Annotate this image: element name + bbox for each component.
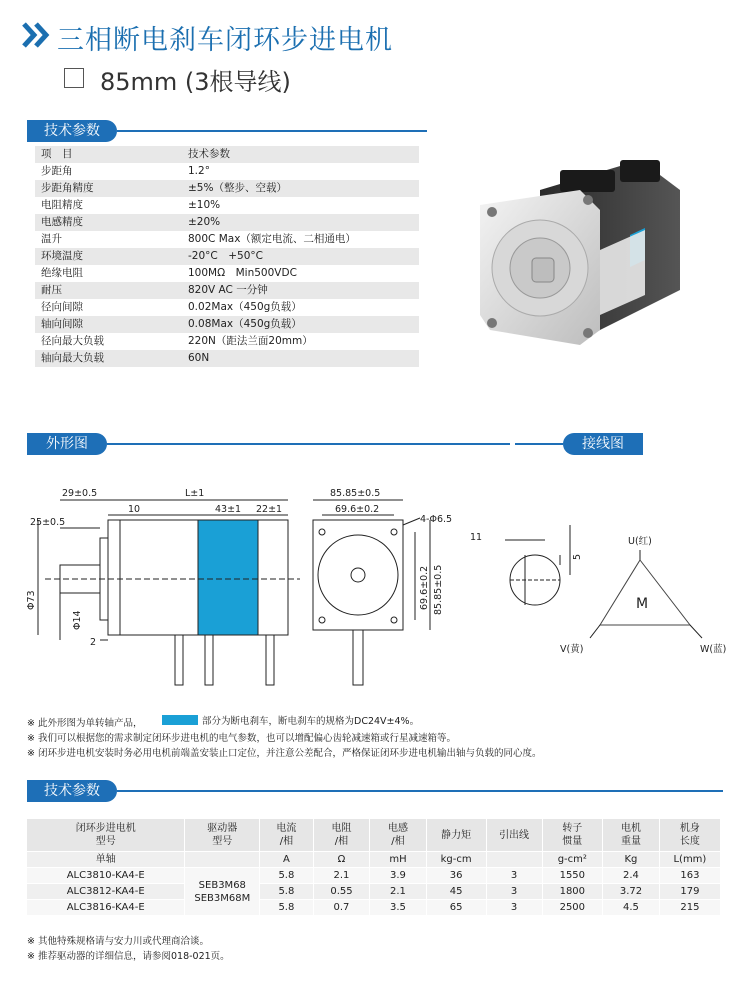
table-cell: 3 [486,884,542,900]
spec-value: 220N（距法兰面20mm） [188,335,313,347]
table-cell: 1550 [542,868,603,884]
spec-item: 步距角精度 [41,182,94,194]
spec-row [35,214,419,231]
section-divider [107,443,510,445]
page-title: 三相断电刹车闭环步进电机 [57,25,393,56]
table-cell: 215 [659,900,720,916]
spec-row [35,231,419,248]
spec-item: 径向最大负载 [41,335,104,347]
spec-row [35,282,419,299]
table-cell: 0.55 [313,884,370,900]
table-cell: 2.1 [370,884,426,900]
wire-u-label: U(红) [628,536,652,547]
spec-row [35,265,419,282]
section-title-outline: 外形图 [27,433,107,455]
spec-item: 电阻精度 [41,199,83,211]
note-3: ※ 闭环步进电机安装时务必用电机前端盖安装止口定位，并注意公差配合，严格保证闭环步进电机输出轴与负载的同心度。 [27,748,542,759]
spec-item: 轴向最大负载 [41,352,104,364]
note-2: ※ 我们可以根据您的需求制定闭环步进电机的电气参数，也可以增配偏心齿轮减速箱或行星减速箱等。 [27,733,456,744]
dim-22: 22±1 [256,504,283,515]
checkbox-square [64,68,84,88]
table-cell: ALC3812-KA4-E [27,884,185,900]
spec-item: 项 目 [41,148,73,160]
table-row [27,884,720,900]
motor-m-label: M [636,596,649,612]
table-cell: 3.5 [370,900,426,916]
table-unit: Ω [313,852,370,868]
table-unit: L(mm) [659,852,720,868]
spec-row [35,197,419,214]
dim-phi73: Φ73 [26,590,37,610]
model-spec-table [27,819,720,916]
table-cell: 163 [659,868,720,884]
spec-row [35,316,419,333]
table-unit: g-cm² [542,852,603,868]
note-4: ※ 其他特殊规格请与安力川或代理商洽谈。 [27,936,209,947]
spec-value: 0.02Max（450g负载） [188,301,302,313]
brake-legend-swatch [162,715,198,725]
spec-row [35,299,419,316]
table-cell: 3.9 [370,868,426,884]
spec-item: 耐压 [41,284,62,296]
spec-value: ±20% [188,216,221,228]
table-cell: 179 [659,884,720,900]
spec-item: 环境温度 [41,250,83,262]
table-cell: 0.7 [313,900,370,916]
spec-item: 步距角 [41,165,73,177]
spec-row [35,248,419,265]
dim-43: 43±1 [215,504,242,515]
spec-item: 绝缘电阻 [41,267,83,279]
table-header: 驱动器 型号 [185,819,260,852]
dim-phi14: Φ14 [72,610,83,630]
double-chevron-icon [22,22,52,48]
dim-29: 29±0.5 [62,488,98,499]
driver-cell [185,868,260,916]
table-unit [486,852,542,868]
table-unit: A [260,852,313,868]
section-title-tech-params-2: 技术参数 [27,780,117,802]
table-cell: 5.8 [260,900,313,916]
table-header: 电流 /相 [260,819,313,852]
table-unit: Kg [603,852,660,868]
spec-row [35,333,419,350]
wire-v-label: V(黄) [560,644,584,655]
outline-drawing [0,480,750,690]
section-divider [117,130,427,132]
table-cell: 3.72 [603,884,660,900]
table-header: 静力矩 [426,819,486,852]
note-1a: ※ 此外形图为单转轴产品， [27,718,143,729]
table-cell: 2500 [542,900,603,916]
table-unit: 单轴 [27,852,185,868]
driver-model-b: SEB3M68M [194,892,251,904]
table-unit [185,852,260,868]
table-header: 电阻 /相 [313,819,370,852]
table-cell: 1800 [542,884,603,900]
table-header: 机身 长度 [659,819,720,852]
spec-value: ±10% [188,199,221,211]
table-cell: 2.1 [313,868,370,884]
table-header: 闭环步进电机 型号 [27,819,185,852]
table-unit: mH [370,852,426,868]
dim-10: 10 [128,504,141,515]
motor-product-image [470,150,710,350]
spec-value: 800C Max（额定电流、二相通电） [188,233,356,245]
section-divider [515,443,563,445]
table-cell: 2.4 [603,868,660,884]
spec-item: 电感精度 [41,216,83,228]
table-header: 电感 /相 [370,819,426,852]
table-cell: 3 [486,900,542,916]
dim-hole: 4-Φ6.5 [420,514,453,525]
spec-value: ±5%（整步、空载） [188,182,287,194]
spec-row [35,163,419,180]
section-divider [117,790,723,792]
spec-item: 径向间隙 [41,301,83,313]
spec-value: 技术参数 [188,148,230,160]
dim-2: 2 [90,637,97,648]
section-title-tech-params: 技术参数 [27,120,117,142]
dim-25: 25±0.5 [30,517,66,528]
driver-model-a: SEB3M68 [198,879,246,891]
spec-row [35,180,419,197]
spec-item: 轴向间隙 [41,318,83,330]
table-unit: kg-cm [426,852,486,868]
page-subtitle: 85mm (3根导线) [100,68,291,96]
dim-11: 11 [470,532,483,543]
table-cell: 65 [426,900,486,916]
dim-69-6-side: 69.6±0.2 [419,565,430,610]
table-header: 转子 惯量 [542,819,603,852]
spec-value: 0.08Max（450g负载） [188,318,302,330]
dim-85-85-side: 85.85±0.5 [433,564,444,615]
table-cell: ALC3810-KA4-E [27,868,185,884]
section-title-wiring: 接线图 [563,433,643,455]
spec-row [35,146,419,163]
table-row [27,900,720,916]
table-cell: 5.8 [260,868,313,884]
table-cell: 36 [426,868,486,884]
table-cell: 3 [486,868,542,884]
dim-5: 5 [572,553,583,560]
spec-value: 100MΩ Min500VDC [188,267,297,279]
spec-value: 1.2° [188,165,210,177]
table-row [27,868,720,884]
table-cell: ALC3816-KA4-E [27,900,185,916]
dim-69-6-top: 69.6±0.2 [335,504,380,515]
table-cell: 4.5 [603,900,660,916]
spec-value: 820V AC 一分钟 [188,284,268,296]
spec-item: 温升 [41,233,62,245]
dim-L: L±1 [185,488,205,499]
note-1b: 部分为断电刹车，断电刹车的规格为DC24V±4%。 [202,716,420,727]
table-cell: 45 [426,884,486,900]
spec-row [35,350,419,367]
table-header: 电机 重量 [603,819,660,852]
table-cell: 5.8 [260,884,313,900]
wire-w-label: W(蓝) [700,644,727,655]
note-5: ※ 推荐驱动器的详细信息，请参阅018-021页。 [27,951,230,962]
table-header: 引出线 [486,819,542,852]
spec-value: 60N [188,352,210,364]
dim-85-85-top: 85.85±0.5 [330,488,381,499]
spec-value: -20°C +50°C [188,250,263,262]
